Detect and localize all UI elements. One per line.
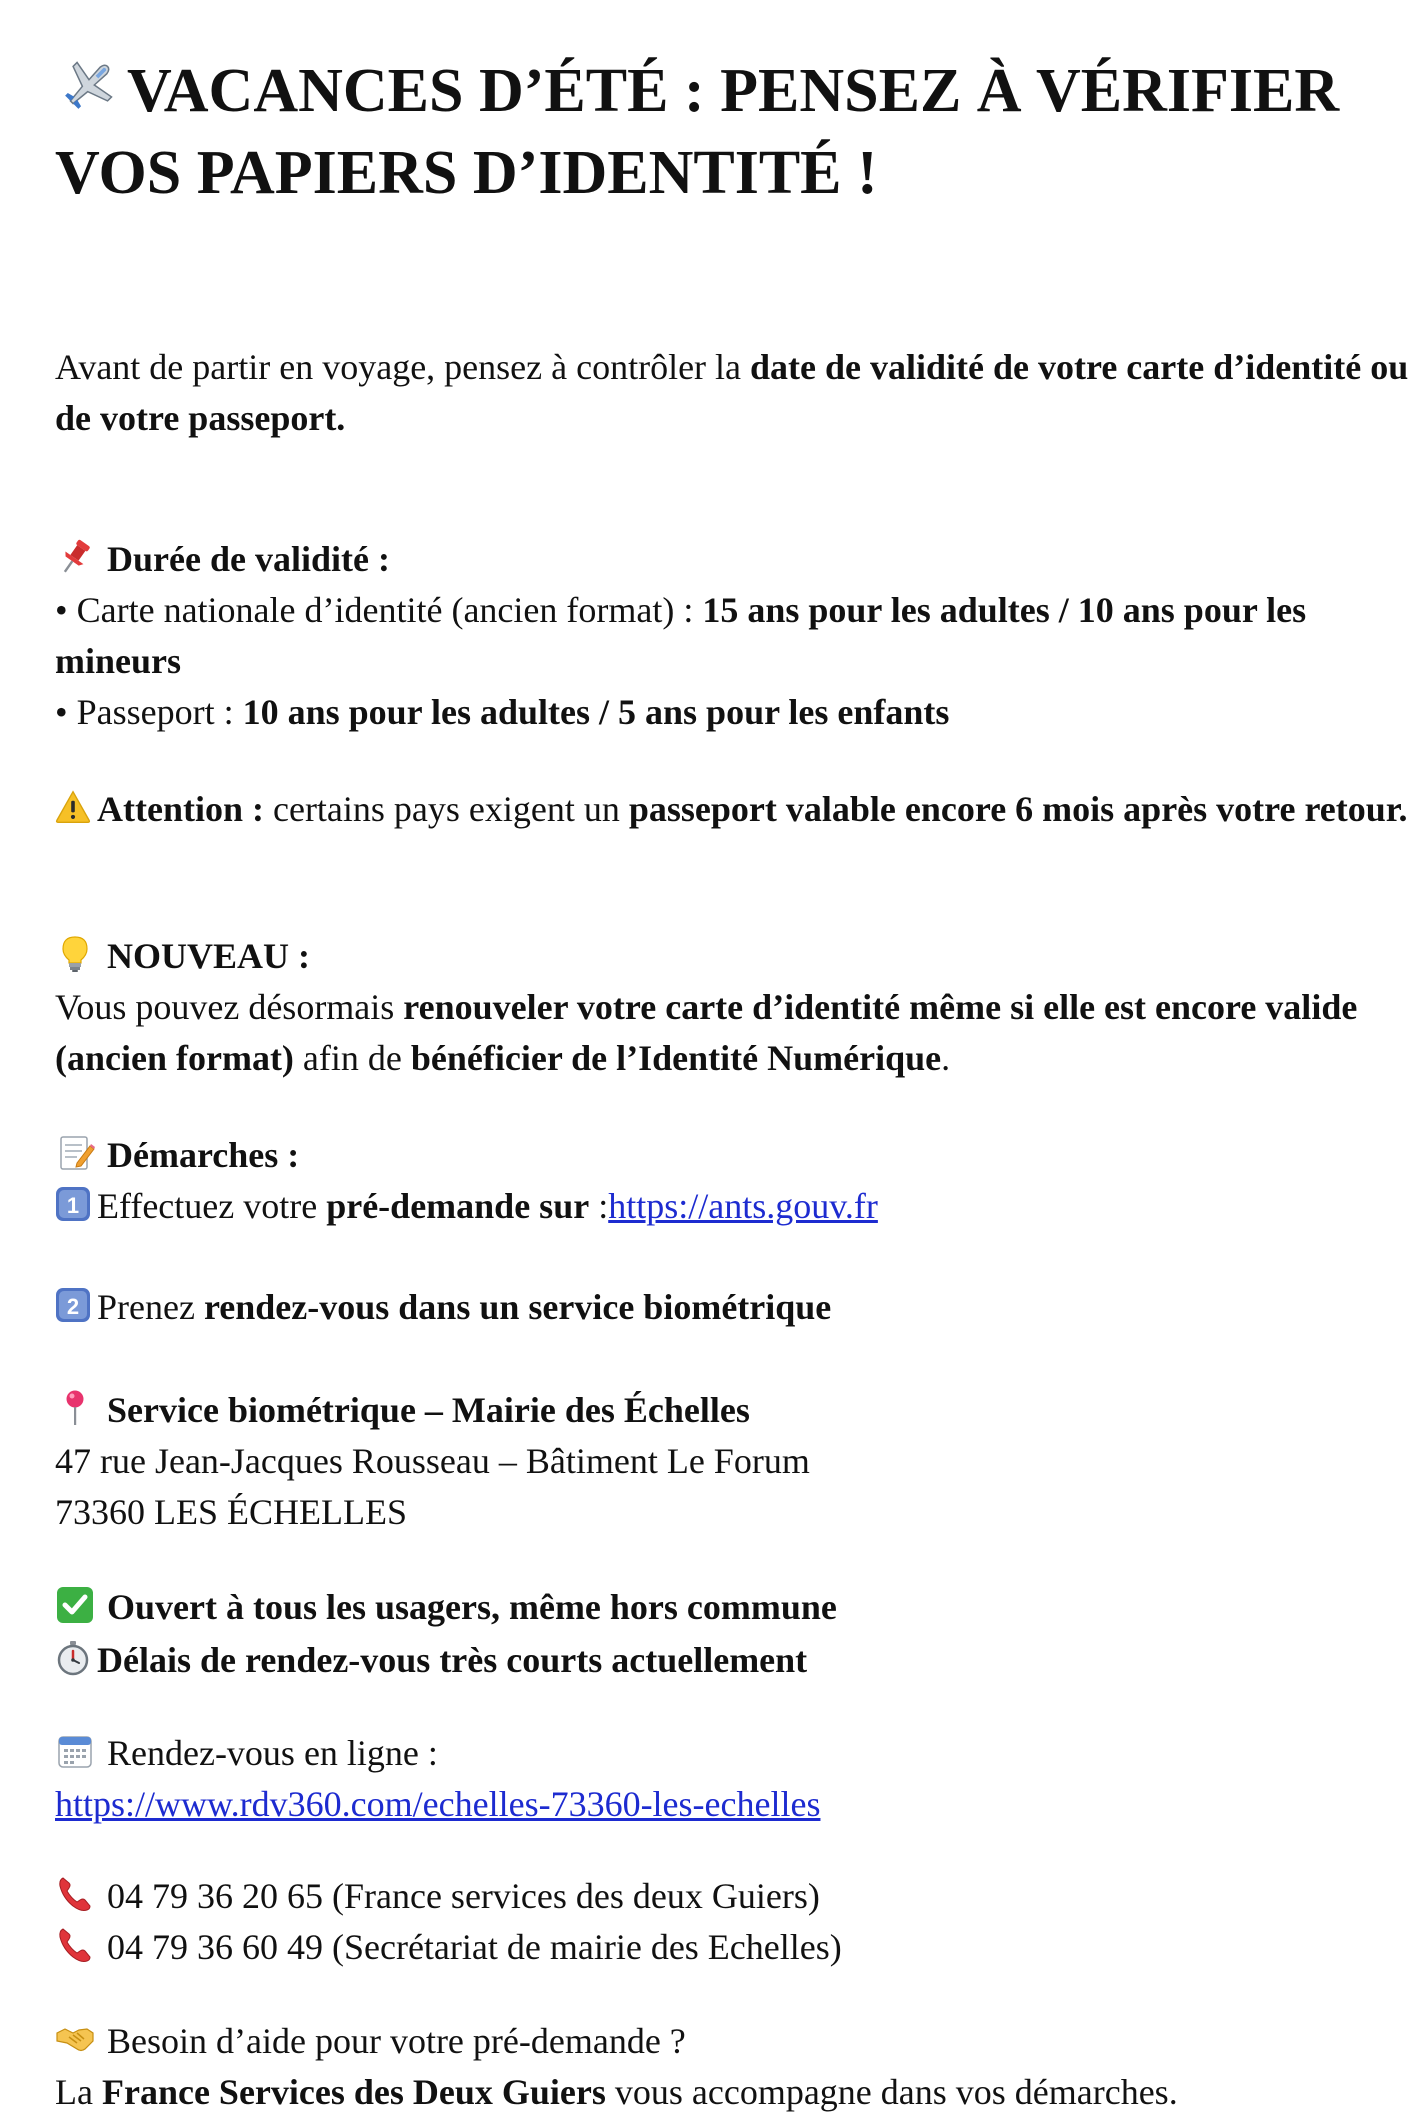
warning-label: Attention : xyxy=(97,789,264,829)
help-text-1: La xyxy=(55,2072,102,2112)
calendar-icon xyxy=(55,1731,95,1771)
new-text-1: Vous pouvez désormais xyxy=(55,987,404,1027)
lightbulb-icon xyxy=(55,934,95,974)
validity-item-cni-bold: 15 ans pour les adultes / 10 ans pour les mineurs xyxy=(55,590,1307,681)
phone-row xyxy=(55,1871,1415,1922)
validity-item-cni-text: • Carte nationale d’identité (ancien format) : xyxy=(55,590,703,630)
check-mark-icon xyxy=(55,1585,95,1625)
steps-heading-text: Démarches : xyxy=(107,1135,300,1175)
step-1-sep: : xyxy=(589,1186,609,1226)
intro-bold: date de validité de votre carte d’identité ou de votre passeport. xyxy=(55,347,1409,438)
warning-text: certains pays exigent un xyxy=(263,789,629,829)
title-line-1: VACANCES D’ÉTÉ : PENSEZ À VÉRIFIER xyxy=(127,57,1340,125)
phones-section xyxy=(55,1871,1415,1973)
intro-paragraph xyxy=(55,342,1415,444)
step-2-text: Prenez xyxy=(97,1287,204,1327)
service-section xyxy=(55,1385,1415,1538)
phone-desc-1: (France services des deux Guiers) xyxy=(323,1876,820,1916)
warning-icon xyxy=(55,789,91,825)
new-heading xyxy=(55,931,1415,982)
phone-row xyxy=(55,1922,1415,1973)
help-section xyxy=(55,2016,1415,2118)
new-text-3: . xyxy=(941,1038,951,1078)
rdv360-link[interactable]: https://www.rdv360.com/echelles-73360-les-echelles xyxy=(55,1784,821,1824)
stopwatch-icon xyxy=(55,1640,91,1676)
feature-delay xyxy=(55,1634,1415,1687)
online-section xyxy=(55,1728,1415,1830)
help-text-2: vous accompagne dans vos démarches. xyxy=(605,2072,1178,2112)
online-link-row xyxy=(55,1779,1415,1830)
phone-desc-2: (Secrétariat de mairie des Echelles) xyxy=(323,1927,842,1967)
service-address-line-1: 47 rue Jean-Jacques Rousseau – Bâtiment Le Forum xyxy=(55,1441,810,1481)
step-2-bold: rendez-vous dans un service biométrique xyxy=(203,1287,832,1327)
step-1-bold: pré-demande sur xyxy=(326,1186,590,1226)
handshake-icon xyxy=(55,2019,95,2059)
validity-item-passport xyxy=(55,687,1415,738)
validity-item-passport-bold: 10 ans pour les adultes / 5 ans pour les enfants xyxy=(242,692,950,732)
airplane-icon xyxy=(55,55,123,115)
warning-paragraph xyxy=(55,780,1415,838)
help-question-row xyxy=(55,2016,1415,2067)
service-heading-text: Service biométrique – Mairie des Échelles xyxy=(107,1390,750,1430)
memo-icon xyxy=(55,1133,95,1173)
service-heading xyxy=(55,1385,1415,1436)
validity-heading xyxy=(55,534,1415,585)
new-heading-text: NOUVEAU : xyxy=(107,936,310,976)
feature-open-text: Ouvert à tous les usagers, même hors commune xyxy=(107,1587,837,1627)
steps-heading xyxy=(55,1130,1415,1181)
svg-text:2: 2 xyxy=(66,1294,80,1319)
new-section xyxy=(55,931,1415,1084)
step-1-text: Effectuez votre xyxy=(97,1186,327,1226)
phone-icon xyxy=(55,1874,95,1914)
keycap-1-icon xyxy=(55,1186,91,1222)
svg-text:1: 1 xyxy=(66,1193,80,1218)
steps-section xyxy=(55,1130,1415,1333)
feature-delay-text: Délais de rendez-vous très courts actuellement xyxy=(97,1640,808,1680)
pushpin-icon xyxy=(55,537,95,577)
new-bold-2: bénéficier de l’Identité Numérique xyxy=(410,1038,942,1078)
validity-item-cni xyxy=(55,585,1415,687)
validity-section xyxy=(55,534,1415,738)
intro-text: Avant de partir en voyage, pensez à contrôler la xyxy=(55,347,751,387)
warning-bold: passeport valable encore 6 mois après votre retour. xyxy=(628,789,1408,829)
new-paragraph xyxy=(55,982,1415,1084)
step-2 xyxy=(55,1282,1415,1333)
online-label: Rendez-vous en ligne : xyxy=(107,1733,438,1773)
page-title xyxy=(55,50,1415,214)
keycap-2-icon xyxy=(55,1287,91,1323)
feature-open xyxy=(55,1581,1415,1634)
service-address-line-2: 73360 LES ÉCHELLES xyxy=(55,1492,407,1532)
validity-item-passport-text: • Passeport : xyxy=(55,692,243,732)
help-bold: France Services des Deux Guiers xyxy=(101,2072,606,2112)
online-label-row xyxy=(55,1728,1415,1779)
new-text-2: afin de xyxy=(293,1038,411,1078)
new-bold-1: renouveler votre carte d’identité même si elle est encore valide (ancien format) xyxy=(55,987,1358,1078)
phone-number-1[interactable]: 04 79 36 20 65 xyxy=(107,1876,323,1916)
help-paragraph xyxy=(55,2067,1415,2118)
features-section xyxy=(55,1581,1415,1687)
phone-icon xyxy=(55,1925,95,1965)
phone-number-2[interactable]: 04 79 36 60 49 xyxy=(107,1927,323,1967)
help-question: Besoin d’aide pour votre pré-demande ? xyxy=(107,2021,686,2061)
validity-heading-text: Durée de validité : xyxy=(107,539,390,579)
step-1 xyxy=(55,1181,1415,1232)
round-pushpin-icon xyxy=(55,1388,95,1428)
title-line-2: VOS PAPIERS D’IDENTITÉ ! xyxy=(55,139,878,207)
ants-link[interactable]: https://ants.gouv.fr xyxy=(608,1186,878,1226)
